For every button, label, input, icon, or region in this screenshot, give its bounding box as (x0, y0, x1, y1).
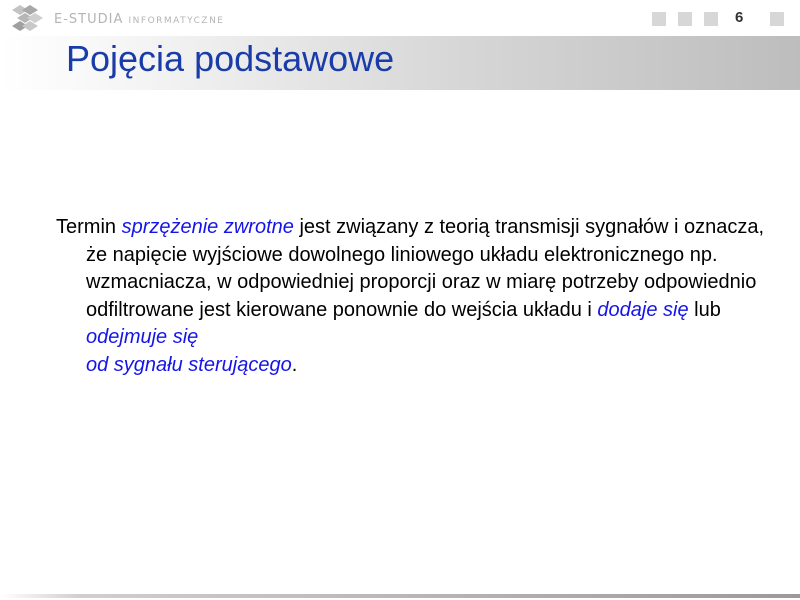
page-number: 6 (735, 9, 744, 26)
signal-highlight: od sygnału sterującego (86, 353, 292, 376)
subtract-highlight: odejmuje się (86, 326, 199, 348)
logo-text (54, 12, 225, 27)
logo-icon (10, 4, 46, 34)
logo-sub-text: INFORMATYCZNE (128, 16, 225, 26)
nav-square-icon[interactable] (704, 12, 718, 26)
logo-main-text: E-STUDIA (54, 12, 124, 27)
bottom-divider (0, 594, 800, 598)
text-segment: . (291, 353, 298, 376)
term-highlight: sprzężenie zwrotne (121, 216, 294, 238)
text-segment: Termin (56, 216, 122, 238)
body-paragraph (56, 214, 786, 379)
nav-square-icon[interactable] (652, 12, 666, 26)
nav-square-icon[interactable] (770, 12, 784, 26)
text-segment: jest związany z teorią transmisji sygnałów i oznacza, że napięcie wyjściowe dowolnego liniowego układu elektronicznego np. wzmacniacza, w odpowiedniej proporcji oraz w miarę potrzeby odpowiednio odfiltrowane jest kierowane ponownie do wejścia układu i (86, 216, 765, 321)
logo (10, 4, 230, 34)
page-title: Pojęcia podstawowe (66, 38, 395, 79)
nav-square-icon[interactable] (678, 12, 692, 26)
add-highlight: dodaje się (597, 298, 689, 321)
text-segment: lub (688, 298, 721, 321)
